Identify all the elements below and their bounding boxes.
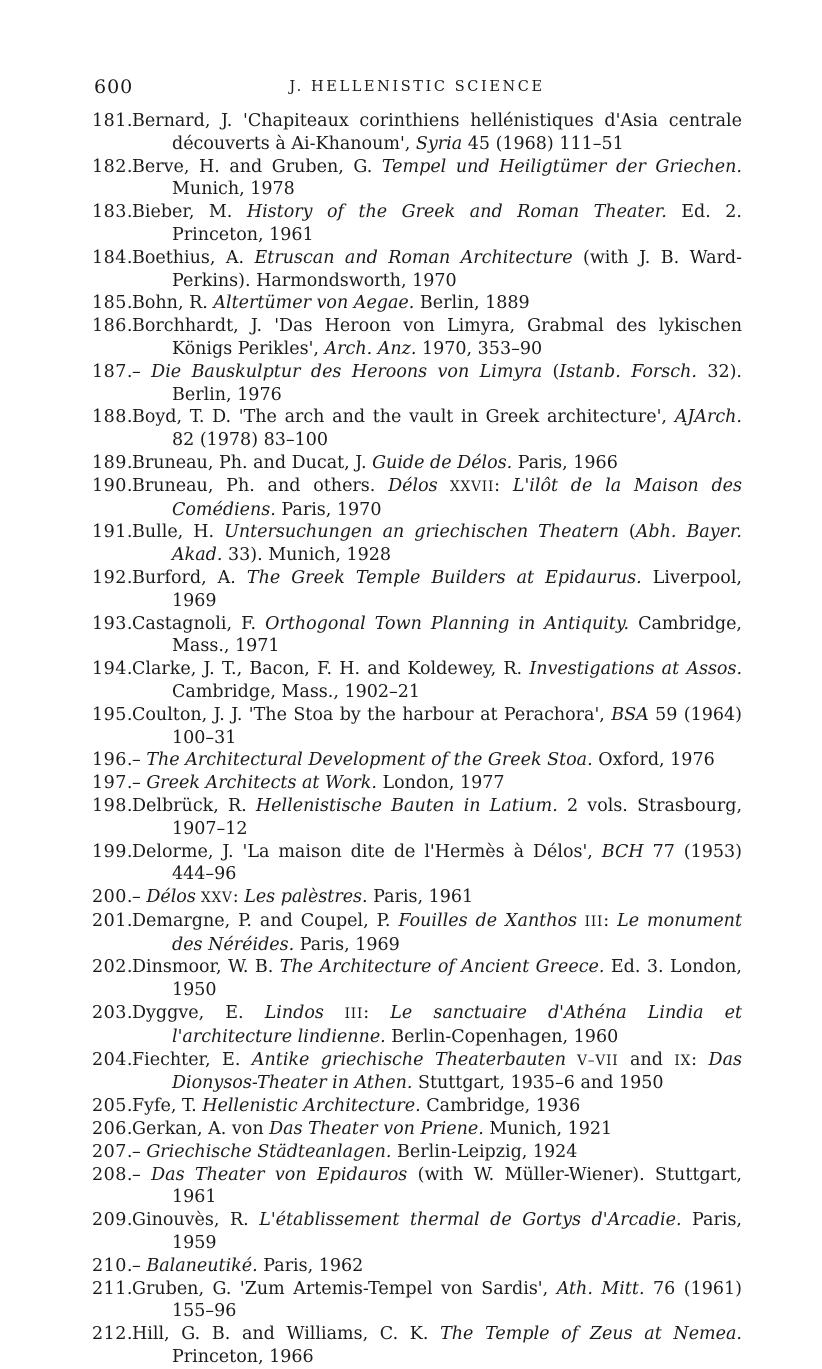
entry-text <box>132 1050 742 1094</box>
entry-plain-text: Munich, 1978 <box>172 179 295 200</box>
entry-title-italic: AJArch. <box>674 407 742 428</box>
entry-text <box>132 750 715 770</box>
entry-text <box>132 796 742 839</box>
entry-plain-text: Cambridge, Mass., 1902–21 <box>172 681 421 702</box>
entry-title-italic: History of the Greek and Roman Theater. <box>246 202 667 223</box>
entry-title-italic: Istanb. Forsch. <box>559 361 697 382</box>
entry-plain-text: : <box>232 887 245 908</box>
entry-title-italic: Griechische Städteanlagen. <box>146 1141 392 1162</box>
entry-plain-text: Paris, 1962 <box>257 1255 364 1276</box>
entry-title-italic: Etruscan and Roman Architecture <box>254 247 573 268</box>
entry-plain-text: : <box>494 475 513 496</box>
entry-title-italic: Altertümer von Aegae. <box>213 293 415 314</box>
entry-title-italic: Balaneutiké. <box>146 1255 258 1276</box>
entry-plain-text: Liverpool, 1969 <box>172 567 742 611</box>
entry-text <box>132 1119 612 1139</box>
entry-plain-text: London, 1977 <box>376 773 505 794</box>
entry-text <box>132 705 742 748</box>
entry-title-italic: L'ilôt de la Maison des Comédiens. <box>172 475 742 520</box>
entry-title-italic: Das Dionysos-Theater in Athen. <box>172 1049 742 1094</box>
entry-plain-text: Boethius, A. <box>132 247 255 268</box>
bibliography-entry <box>92 886 742 910</box>
entry-title-italic: Lindos <box>264 1003 324 1024</box>
entry-text <box>132 157 742 200</box>
entry-number: 212. <box>92 1324 133 1345</box>
entry-number: 201. <box>92 910 133 931</box>
bibliography-entry <box>92 406 742 452</box>
entry-number: 191. <box>92 522 133 543</box>
entry-plain-text: : <box>363 1003 391 1024</box>
entry-text <box>132 202 742 245</box>
bibliography-entry <box>92 910 742 957</box>
entry-text <box>132 453 618 473</box>
bibliography-entry <box>92 361 742 407</box>
entry-number: 196. <box>92 750 133 771</box>
entry-number: 204. <box>92 1049 133 1070</box>
bibliography-entry <box>92 315 742 361</box>
entry-plain-text: Ed. 2. Princeton, 1961 <box>172 202 742 245</box>
entry-title-italic: Die Bauskulptur des Heroons von Limyra <box>151 361 543 382</box>
entry-plain-text: Gruben, G. 'Zum Artemis-Tempel von Sardis', <box>132 1278 557 1299</box>
entry-text <box>132 1096 580 1116</box>
entry-plain-text: 59 (1964) 100–31 <box>172 704 742 748</box>
entry-roman-numeral: V–VII <box>566 1052 619 1069</box>
bibliography-entry <box>92 521 742 567</box>
entry-text <box>132 248 742 291</box>
entry-plain-text: Gerkan, A. von <box>132 1119 270 1140</box>
entry-title-italic: BSA <box>611 704 649 725</box>
entry-number: 205. <box>92 1096 133 1117</box>
entry-number: 186. <box>92 316 133 337</box>
entry-plain-text: 33). Munich, 1928 <box>222 545 392 566</box>
entry-text <box>132 957 742 1000</box>
entry-plain-text: Paris, 1959 <box>172 1210 742 1254</box>
entry-plain-text: Paris, 1970 <box>275 499 382 520</box>
entry-plain-text: Bruneau, Ph. and Ducat, J. <box>132 452 373 473</box>
entry-title-italic: Syria <box>415 133 463 154</box>
entry-plain-text: Cambridge, 1936 <box>420 1096 581 1117</box>
entry-title-italic: Greek Architects at Work. <box>146 773 377 794</box>
entry-plain-text: Stuttgart, 1935–6 and 1950 <box>412 1073 664 1094</box>
entry-plain-text: 2 vols. Strasbourg, 1907–12 <box>172 795 743 839</box>
entry-roman-numeral: XXVII <box>437 478 495 495</box>
bibliography-entry <box>92 1164 742 1210</box>
entry-plain-text: Castagnoli, F. <box>132 613 266 634</box>
entry-text <box>132 1279 742 1322</box>
entry-number: 187. <box>92 361 133 382</box>
entry-text <box>132 293 530 313</box>
entry-plain-text: Bulle, H. <box>132 522 225 543</box>
entry-plain-text: Borchhardt, J. 'Das Heroon von Limyra, Grabmal des lykischen Königs Perikles', <box>132 316 742 359</box>
entry-number: 211. <box>92 1278 133 1299</box>
entry-plain-text: Dinsmoor, W. B. <box>132 957 280 978</box>
entry-plain-text: Burford, A. <box>132 567 247 588</box>
entry-text <box>132 1142 577 1162</box>
entry-plain-text: and <box>618 1049 675 1070</box>
entry-number: 209. <box>92 1210 133 1231</box>
entry-plain-text: 77 (1953) 444–96 <box>172 841 742 885</box>
entry-text <box>132 1256 363 1276</box>
entry-plain-text: – <box>132 1141 147 1162</box>
bibliography-entry <box>92 247 742 293</box>
entry-roman-numeral: III <box>323 1006 364 1023</box>
entry-number: 189. <box>92 452 133 473</box>
bibliography-entry <box>92 1049 742 1096</box>
entry-number: 197. <box>92 773 133 794</box>
entry-number: 199. <box>92 841 133 862</box>
entry-title-italic: Hellenistische Bauten in Latium. <box>255 795 558 816</box>
entry-number: 210. <box>92 1255 133 1276</box>
entry-title-italic: Das Theater von Epidauros <box>151 1164 408 1185</box>
entry-title-italic: Délos <box>388 475 438 496</box>
entry-number: 190. <box>92 475 133 496</box>
bibliography-entry <box>92 1323 742 1369</box>
entry-plain-text: – <box>132 361 152 382</box>
entry-title-italic: Délos <box>146 887 196 908</box>
entry-number: 203. <box>92 1003 133 1024</box>
entry-number: 198. <box>92 795 133 816</box>
entry-roman-numeral: XXV <box>195 890 233 907</box>
entry-plain-text: Ed. 3. London, 1950 <box>172 957 742 1001</box>
bibliography-entry <box>92 1255 742 1278</box>
entry-text <box>132 1324 742 1367</box>
entry-plain-text: 82 (1978) 83–100 <box>172 430 329 451</box>
bibliography-entry <box>92 292 742 315</box>
entry-plain-text: ( <box>618 522 636 543</box>
entry-title-italic: Le monument des Néréides. <box>172 910 742 955</box>
entry-number: 182. <box>92 156 133 177</box>
entry-plain-text: Paris, 1969 <box>294 934 400 955</box>
entry-text <box>132 911 742 955</box>
entry-plain-text: (with J. B. Ward-Perkins). Harmondsworth, 1970 <box>172 247 743 291</box>
entry-title-italic: Ath. Mitt. <box>556 1278 645 1299</box>
entry-text <box>132 362 742 405</box>
entry-title-italic: Guide de Délos. <box>372 452 513 473</box>
entry-number: 183. <box>92 202 133 223</box>
bibliography-entry <box>92 201 742 247</box>
entry-plain-text: Boyd, T. D. 'The arch and the vault in Greek architecture', <box>132 407 675 428</box>
entry-plain-text: Oxford, 1976 <box>592 750 715 771</box>
entry-text <box>132 1210 742 1253</box>
entry-title-italic: Tempel und Heiligtümer der Griechen. <box>381 156 742 177</box>
entry-text <box>132 1165 742 1208</box>
entry-text <box>132 522 742 565</box>
entry-title-italic: Arch. Anz. <box>324 338 417 359</box>
entry-title-italic: BCH <box>601 841 644 862</box>
entry-plain-text: Ginouvès, R. <box>132 1210 260 1231</box>
entry-number: 188. <box>92 407 133 428</box>
entry-number: 185. <box>92 293 133 314</box>
bibliography-entry <box>92 156 742 202</box>
entry-plain-text: – <box>132 750 147 771</box>
entry-plain-text: ( <box>542 361 560 382</box>
entry-plain-text: Princeton, 1966 <box>172 1347 314 1368</box>
bibliography-entry <box>92 452 742 475</box>
entry-number: 202. <box>92 957 133 978</box>
bibliography-entry <box>92 1002 742 1049</box>
entry-number: 207. <box>92 1141 133 1162</box>
entry-title-italic: Das Theater von Priene. <box>269 1119 484 1140</box>
entry-roman-numeral: IX <box>674 1052 692 1069</box>
bibliography-entry <box>92 1118 742 1141</box>
entry-title-italic: The Architecture of Ancient Greece. <box>279 957 605 978</box>
entry-plain-text: 1970, 353–90 <box>416 338 543 359</box>
entry-plain-text: Delbrück, R. <box>132 795 256 816</box>
entry-plain-text: 32). Berlin, 1976 <box>172 361 742 405</box>
entry-plain-text: Demargne, P. and Coupel, P. <box>132 910 399 931</box>
entry-number: 194. <box>92 659 133 680</box>
entry-number: 193. <box>92 613 133 634</box>
entry-plain-text: : <box>603 910 618 931</box>
entry-text <box>132 842 742 885</box>
entry-plain-text: Fyfe, T. <box>132 1096 203 1117</box>
entry-roman-numeral: III <box>577 913 604 930</box>
entry-title-italic: Antike griechische Theaterbauten <box>251 1049 567 1070</box>
bibliography-entry <box>92 704 742 750</box>
entry-title-italic: Fouilles de Xanthos <box>398 910 578 931</box>
entry-plain-text: – <box>132 1255 147 1276</box>
entry-plain-text: Berlin-Leipzig, 1924 <box>391 1141 578 1162</box>
entry-title-italic: L'établissement thermal de Gortys d'Arcadie. <box>259 1210 682 1231</box>
entry-plain-text: – <box>132 1164 152 1185</box>
entry-title-italic: The Architectural Development of the Greek Stoa. <box>146 750 593 771</box>
entry-plain-text: Berlin-Copenhagen, 1960 <box>385 1026 619 1047</box>
entry-text <box>132 476 742 520</box>
entry-plain-text: – <box>132 773 147 794</box>
entry-title-italic: Le sanctuaire d'Athéna Lindia et l'architecture lindienne. <box>172 1003 743 1047</box>
entry-text <box>132 614 742 657</box>
entry-plain-text: Berve, H. and Gruben, G. <box>132 156 382 177</box>
entry-plain-text: Bohn, R. <box>132 293 214 314</box>
bibliography-entry <box>92 841 742 887</box>
entry-text <box>132 659 742 702</box>
entry-text <box>132 568 742 611</box>
bibliography-entry <box>92 956 742 1002</box>
entry-title-italic: Abh. Bayer. Akad. <box>172 522 742 566</box>
entry-plain-text: 45 (1968) 111–51 <box>462 133 624 154</box>
bibliography-entry <box>92 1141 742 1164</box>
bibliography-entry <box>92 475 742 522</box>
entry-title-italic: Orthogonal Town Planning in Antiquity. <box>265 613 630 634</box>
bibliography-entry <box>92 1209 742 1255</box>
bibliography-entry <box>92 658 742 704</box>
entry-plain-text: Paris, 1966 <box>512 452 618 473</box>
entry-text <box>132 887 473 907</box>
entry-plain-text: : <box>691 1049 709 1070</box>
entry-title-italic: Investigations at Assos. <box>529 659 743 680</box>
bibliography-entry <box>92 795 742 841</box>
bibliography-list <box>92 110 742 1369</box>
entry-text <box>132 407 742 450</box>
entry-number: 192. <box>92 567 133 588</box>
bibliography-entry <box>92 567 742 613</box>
page-number: 600 <box>94 76 134 98</box>
entry-number: 184. <box>92 247 133 268</box>
bibliography-entry <box>92 1095 742 1118</box>
entry-plain-text: Delorme, J. 'La maison dite de l'Hermès à Délos', <box>132 841 602 862</box>
entry-plain-text: Cambridge, Mass., 1971 <box>172 613 742 657</box>
entry-plain-text: Hill, G. B. and Williams, C. K. <box>132 1324 441 1345</box>
entry-plain-text: Bieber, M. <box>132 202 247 223</box>
entry-plain-text: Bruneau, Ph. and others. <box>132 475 389 496</box>
entry-number: 206. <box>92 1119 133 1140</box>
entry-text <box>132 316 742 359</box>
entry-text <box>132 111 742 154</box>
entry-title-italic: The Temple of Zeus at Nemea. <box>440 1324 742 1345</box>
entry-plain-text: – <box>132 887 147 908</box>
entry-number: 200. <box>92 887 133 908</box>
entry-plain-text: Fiechter, E. <box>132 1049 252 1070</box>
entry-number: 195. <box>92 704 133 725</box>
entry-text <box>132 1003 742 1047</box>
bibliography-entry <box>92 772 742 795</box>
running-head: J. HELLENISTIC SCIENCE <box>289 79 545 95</box>
entry-number: 208. <box>92 1164 133 1185</box>
entry-number: 181. <box>92 111 133 131</box>
page-header <box>92 76 742 100</box>
entry-plain-text: Munich, 1921 <box>483 1119 613 1140</box>
entry-text <box>132 773 505 793</box>
entry-plain-text: Berlin, 1889 <box>414 293 530 314</box>
bibliography-entry <box>92 749 742 772</box>
bibliography-entry <box>92 1278 742 1324</box>
entry-title-italic: Untersuchungen an griechischen Theatern <box>224 522 619 543</box>
entry-plain-text: (with W. Müller-Wiener). Stuttgart, 1961 <box>172 1164 742 1208</box>
entry-plain-text: Coulton, J. J. 'The Stoa by the harbour at Perachora', <box>132 704 612 725</box>
entry-plain-text: Dyggve, E. <box>132 1003 265 1024</box>
entry-title-italic: The Greek Temple Builders at Epidaurus. <box>246 567 642 588</box>
entry-title-italic: Hellenistic Architecture. <box>202 1096 421 1117</box>
entry-plain-text: 76 (1961) 155–96 <box>172 1278 742 1322</box>
entry-title-italic: Les palèstres. <box>244 887 368 908</box>
entry-plain-text: Clarke, J. T., Bacon, F. H. and Koldewey, R. <box>132 659 530 680</box>
entry-plain-text: Bernard, J. 'Chapiteaux corinthiens hellénistiques d'Asia centrale découverts à Ai-Khanoum', <box>132 111 742 154</box>
entry-plain-text: Paris, 1961 <box>367 887 474 908</box>
bibliography-entry <box>92 613 742 659</box>
bibliography-entry <box>92 110 742 156</box>
